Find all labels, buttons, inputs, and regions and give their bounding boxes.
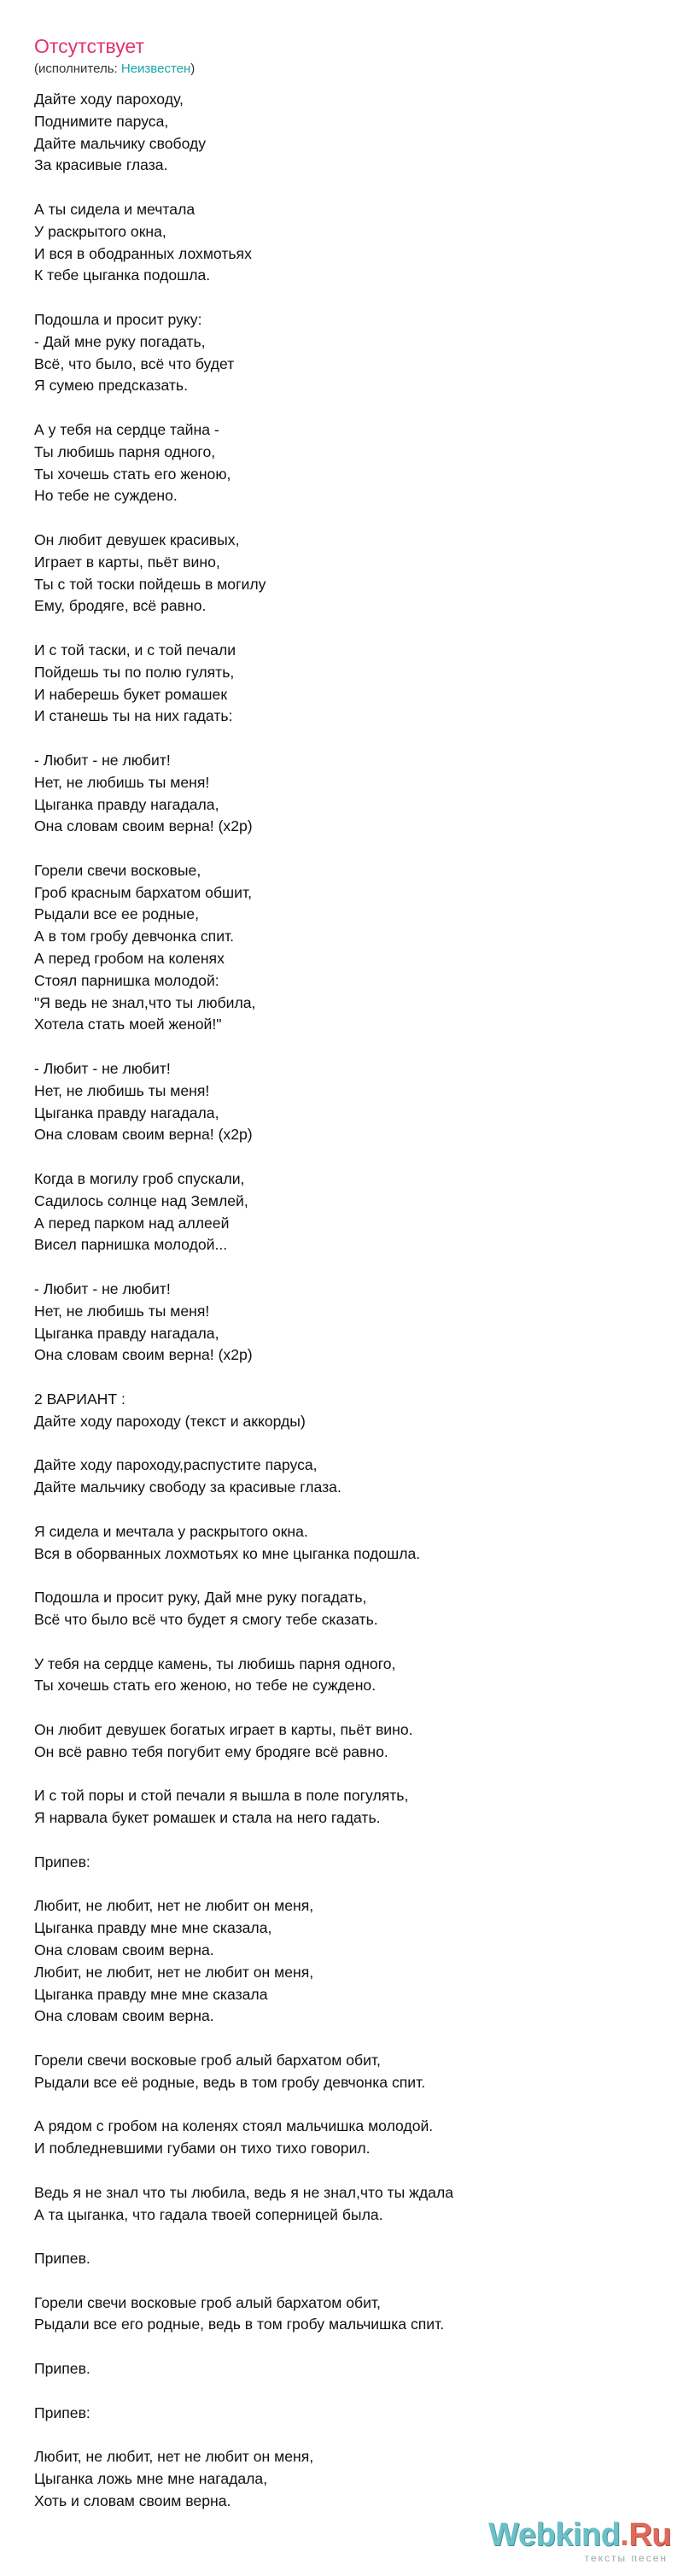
- artist-line: [34, 61, 195, 77]
- logo-web-text: Webkind: [488, 2517, 621, 2553]
- logo-wordmark: [488, 2516, 671, 2554]
- artist-link[interactable]: Неизвестен: [120, 61, 191, 76]
- logo-dot: .: [620, 2517, 629, 2553]
- logo-tagline: тексты песен: [584, 2552, 668, 2564]
- song-title: Отсутствует: [34, 35, 144, 57]
- artist-prefix: (исполнитель:: [34, 61, 121, 76]
- lyrics-text: Дайте ходу пароходу, Поднимите паруса, Дайте мальчику свободу За красивые глаза. А ты сидела и мечтала У раскрытого окна, И вся в ободранных лохмотьях К тебе цыганка подошла. Подошла и просит руку: - Дай мне руку погадать, Всё, что было, всё что будет Я сумею предсказать. А у тебя на сердце тайна - Ты любишь парня одного, Ты хочешь стать его женою, Но тебе не суждено. Он любит девушек красивых, Играет в карты, пьёт вино, Ты с той тoски пойдешь в могилу Ему, бродяге, всё равно. И с той тaски, и с той печали Пойдешь ты по полю гулять, И наберешь букет ромашек И станешь ты на них гадать: - Любит - не любит! Нет, не любишь ты меня! Цыганка правду нагадала, Она словам своим верна! (х2р) Горели свечи восковые, Гроб красным бархатом обшит, Рыдали все ее родные, А в том гробу девчонка спит. А перед гробом на коленях Стоял парнишка молодой: "Я ведь не знал,что ты любила, Хотела стать моей женой!" - Любит - не любит! Нет, не любишь ты меня! Цыганка правду нагадала, Она словам своим верна! (х2р) Когда в могилу гроб спускали, Садилось солнце над Землей, А перед парком над аллеей Висел парнишка молодой... - Любит - не любит! Нет, не любишь ты меня! Цыганка правду нагадала, Она словам своим верна! (х2р) 2 ВАРИАНТ : Дайте ходу пароходу (текст и аккорды) Дайте ходу пароходу,распустите паруса, Дайте мальчику свободу за красивые глаза. Я сидела и мечтала у раскрытого окна. Вся в оборванных лохмотьях ко мне цыганка подошла. Подошла и просит руку, Дай мне руку погадать, Всё что было всё что будет я смогу тебе сказать. У тебя на сердце камень, ты любишь парня одного, Ты хочешь стать его женою, но тебе не суждено. Он любит девушек богатых играет в карты, пьёт вино. Он всё равно тебя погубит ему бродяге всё равно. И с той поры и стой печали я вышла в поле погулять, Я нарвала букет ромашек и стала на него гадать. Припев: Любит, не любит, нет не любит он меня, Цыганка правду мне мне сказала, Она словам своим верна. Любит, не любит, нет не любит он меня, Цыганка правду мне мне сказала Она словам своим верна. Горели свечи восковые гроб алый бархатом обит, Рыдали все её родные, ведь в том гробу девчонка спит. А рядом с гробом на коленях стоял мальчишка молодой. И побледневшими губами он тихо тихо говорил. Ведь я не знал что ты любила, ведь я не знал,что ты ждала А та цыганка, что гадала твоей соперницей была. Припев. Горели свечи восковые гроб алый бархатом обит, Рыдали все его родные, ведь в том гробу мальчишка спит. Припев. Припев: Любит, не любит, нет не любит он меня, Цыганка ложь мне мне нагадала, Хоть и словам своим верна.: [34, 91, 454, 2509]
- logo-ru-text: Ru: [628, 2517, 671, 2553]
- site-logo[interactable]: [488, 2516, 671, 2571]
- artist-suffix: ): [190, 61, 196, 76]
